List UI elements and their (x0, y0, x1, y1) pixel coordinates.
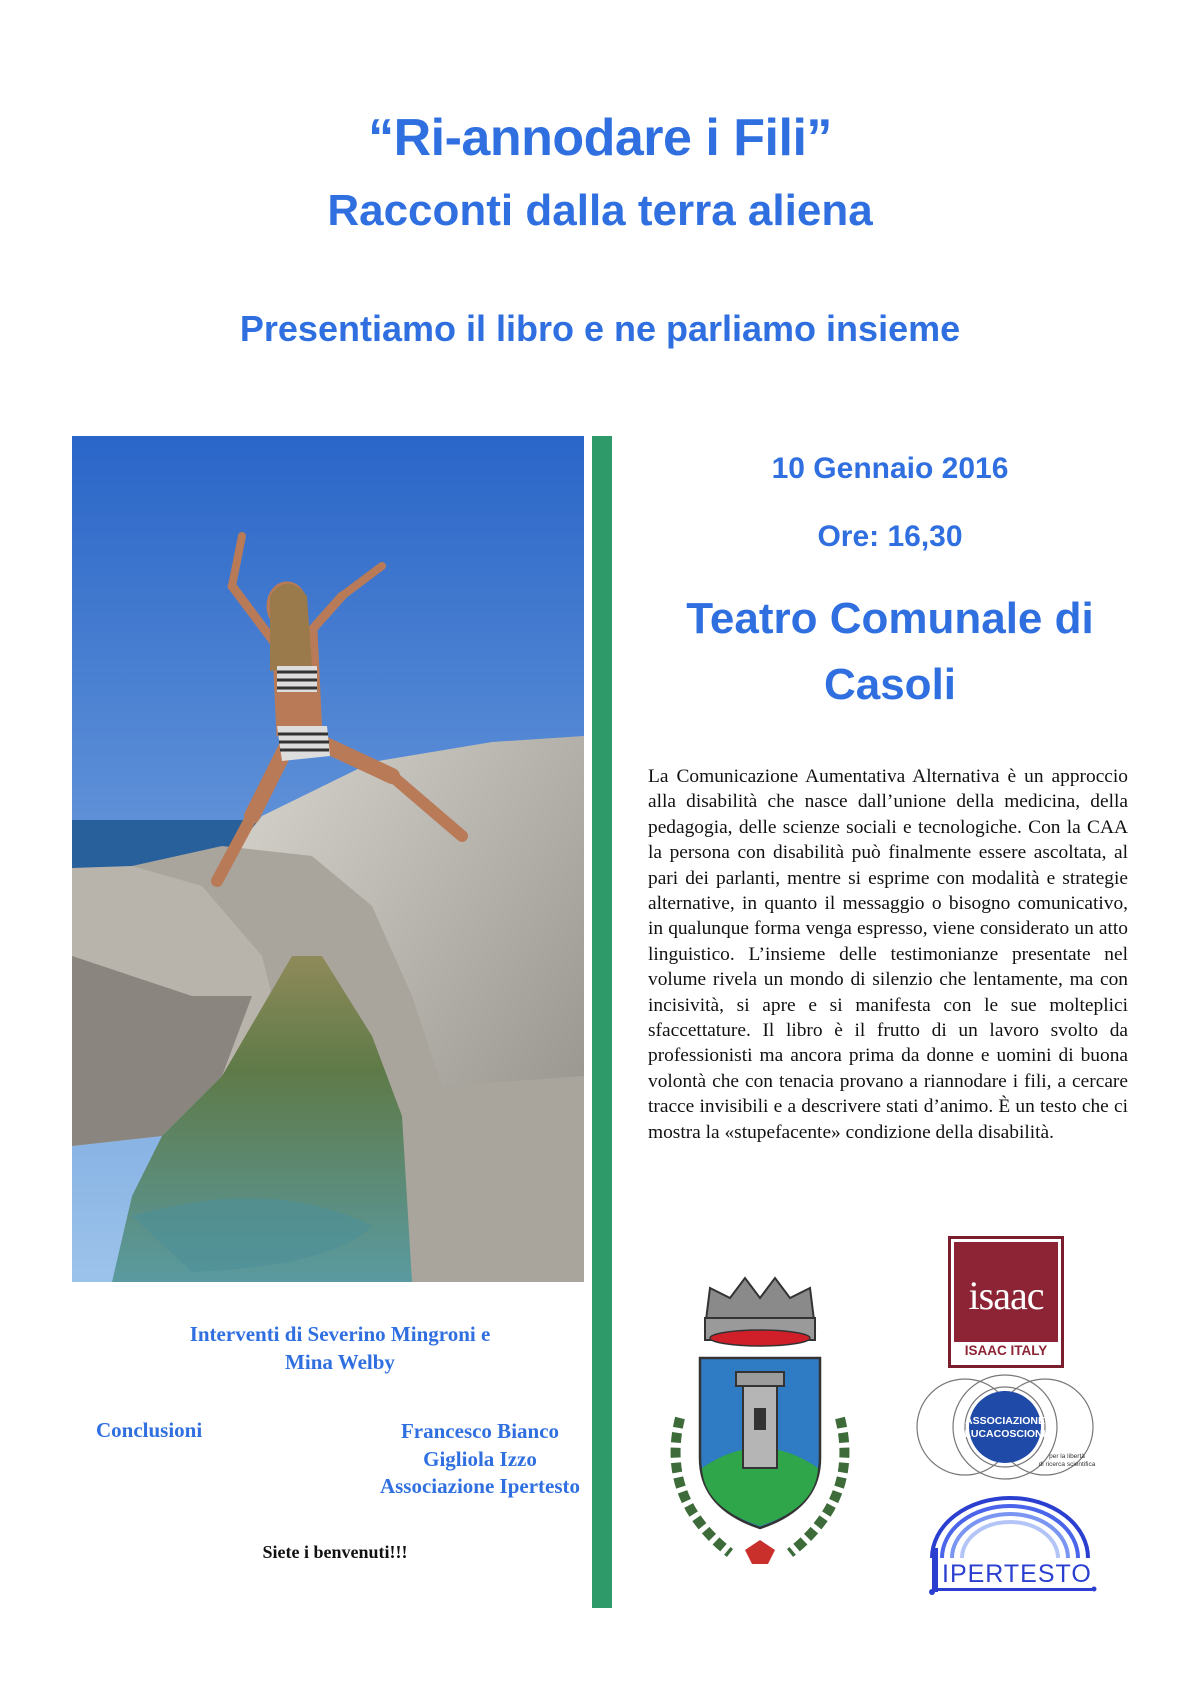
venue-line-2: Casoli (823, 660, 957, 709)
speakers (140, 1320, 540, 1376)
luca-coscioni-logo (905, 1372, 1105, 1482)
casoli-coat-of-arms-icon (650, 1268, 870, 1568)
isaac-mark: isaac (968, 1273, 1044, 1318)
conclusion-name: Gigliola Izzo (423, 1446, 537, 1471)
speakers-line-2: Mina Welby (285, 1350, 395, 1374)
conclusion-name: Francesco Bianco (400, 1419, 560, 1443)
isaac-name: ISAAC ITALY (964, 1343, 1048, 1358)
luca-motto-2: di ricerca scientifica (1038, 1461, 1096, 1468)
welcome-text: Siete i benvenuti!!! (262, 1542, 408, 1562)
conclusions-names (320, 1418, 640, 1501)
luca-line-1: ASSOCIAZIONE (965, 1415, 1045, 1427)
poster-subtitle: Racconti dalla terra aliena (327, 186, 873, 235)
venue-line-1: Teatro Comunale di (686, 594, 1094, 643)
event-time: Ore: 16,30 (817, 520, 963, 553)
ipertesto-logo (910, 1488, 1110, 1598)
luca-motto-1: per la libertà (1049, 1453, 1085, 1460)
conclusion-name: Associazione Ipertesto (379, 1474, 581, 1498)
speakers-line-1: Interventi di Severino Mingroni e (189, 1322, 491, 1346)
cover-photo (72, 436, 584, 1282)
event-venue (640, 586, 1140, 718)
isaac-globe-icon (954, 1242, 1058, 1342)
ipertesto-name: IPERTESTO (942, 1560, 1092, 1588)
poster-tagline: Presentiamo il libro e ne parliamo insieme (239, 308, 961, 349)
conclusions-label: Conclusioni (96, 1418, 203, 1442)
luca-line-2: LUCACOSCIONI (964, 1428, 1046, 1440)
isaac-italy-logo (948, 1236, 1064, 1368)
event-date: 10 Gennaio 2016 (771, 452, 1009, 485)
book-description: La Comunicazione Aumentativa Alternativa è un approccio alla disabilità che nasce dall’unione della medicina, della pedagogia, delle scienze sociali e tecnologiche. Con la CAA la persona con disabilità può finalmente essere ascoltata, al pari dei parlanti, mentre si esprime con modalità e strategie alternative, in quanto il messaggio o bisogno comunicativo, in qualunque forma venga espresso, viene considerato un atto linguistico. L’insieme delle testimonianze presentate nel volume rivela un mondo di silenzio che lentamente, ma con incisività, si apre e si manifesta con le sue molteplici sfaccettature. Il libro è il frutto di un lavoro svolto da professionisti ma ancora prima da donne e uomini di buona volontà che con tenacia provano a riannodare i fili, a cercare tracce invisibili e a descrivere stati d’animo. È un testo che ci mostra la «stupefacente» condizione della disabilità. (648, 766, 1128, 1143)
poster-title: “Ri-annodare i Fili” (368, 109, 832, 167)
